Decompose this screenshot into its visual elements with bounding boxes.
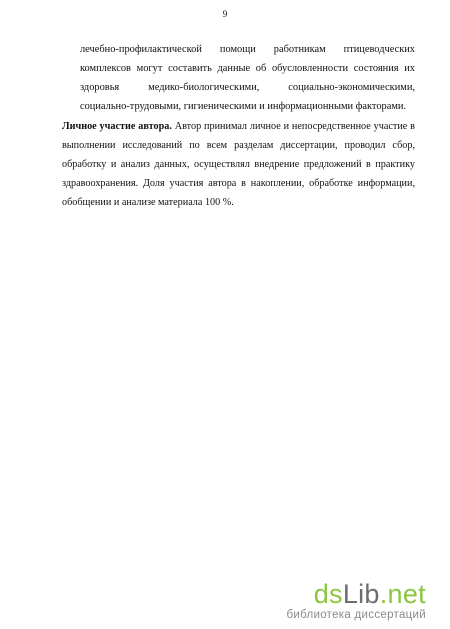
paragraph-line: здравоохранения. Доля участия автора в накоплении, обработке информации, [62, 178, 415, 189]
paragraph-line: здоровья медико-биологическими, социально-экономическими, [80, 82, 415, 93]
watermark-logo-lib: Lib [342, 579, 380, 609]
paragraph-line: комплексов могут составить данные об обусловленности состояния их [80, 63, 415, 74]
watermark-subtitle: библиотека диссертаций [286, 609, 426, 621]
paragraph-first-line [62, 117, 415, 136]
section-heading: Личное участие автора. [62, 121, 172, 132]
paragraph-line: выполнении исследований по всем разделам диссертации, проводил сбор, [62, 140, 415, 151]
watermark-logo-net: .net [379, 579, 426, 609]
watermark-logo [256, 580, 426, 608]
paragraph-line: лечебно-профилактической помощи работникам птицеводческих [80, 44, 415, 55]
continued-paragraph [80, 40, 415, 116]
watermark-logo-ds: ds [313, 579, 343, 609]
page-number: 9 [222, 9, 228, 19]
paragraph-line: обработку и анализ данных, осуществлял внедрение предложений в практику [62, 159, 415, 170]
dslib-watermark [256, 580, 426, 622]
personal-contribution-paragraph [62, 117, 415, 212]
paragraph-text: Автор принимал личное и непосредственное участие в [171, 121, 415, 132]
paragraph-line: социально-трудовыми, гигиеническими и информационными факторами. [80, 101, 407, 112]
paragraph-line: обобщении и анализе материала 100 %. [62, 197, 234, 208]
